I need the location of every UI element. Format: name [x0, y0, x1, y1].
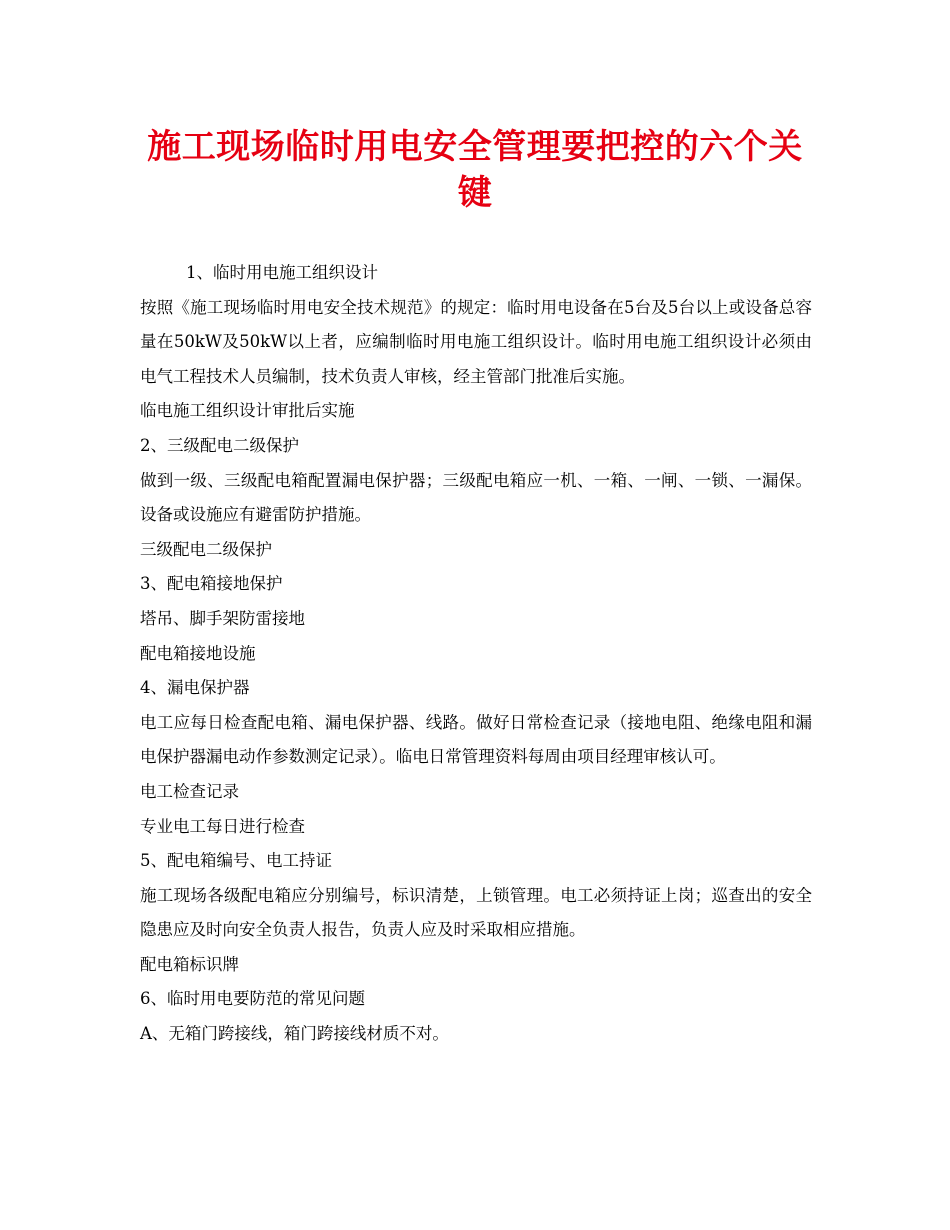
- section-heading-5: 5、配电箱编号、电工持证: [140, 851, 332, 871]
- section-heading-2: 2、三级配电二级保护: [140, 435, 299, 455]
- paragraph: 做到一级、三级配电箱配置漏电保护器；三级配电箱应一机、一箱、一闸、一锁、一漏保。设备或设施应有避雷防护措施。: [140, 470, 812, 525]
- image-caption: 塔吊、脚手架防雷接地: [140, 608, 305, 628]
- image-caption: 临电施工组织设计审批后实施: [140, 401, 355, 421]
- image-caption: 电工检查记录: [140, 781, 239, 801]
- document-body: [140, 256, 812, 1052]
- image-caption: 配电箱标识牌: [140, 954, 239, 974]
- list-item: A、无箱门跨接线，箱门跨接线材质不对。: [140, 1024, 449, 1044]
- paragraph: 按照《施工现场临时用电安全技术规范》的规定：临时用电设备在5台及5台以上或设备总容量在50kW及50kW以上者，应编制临时用电施工组织设计。临时用电施工组织设计必须由电气工程技术人员编制，技术负责人审核，经主管部门批准后实施。: [140, 297, 812, 386]
- section-heading-6: 6、临时用电要防范的常见问题: [140, 989, 365, 1009]
- paragraph: 施工现场各级配电箱应分别编号，标识清楚，上锁管理。电工必须持证上岗；巡查出的安全隐患应及时向安全负责人报告，负责人应及时采取相应措施。: [140, 885, 812, 940]
- image-caption: 专业电工每日进行检查: [140, 816, 305, 836]
- image-caption: 三级配电二级保护: [140, 539, 272, 559]
- section-heading-1: 1、临时用电施工组织设计: [186, 263, 378, 282]
- paragraph: 电工应每日检查配电箱、漏电保护器、线路。做好日常检查记录（接地电阻、绝缘电阻和漏电保护器漏电动作参数测定记录）。临电日常管理资料每周由项目经理审核认可。: [140, 712, 812, 767]
- section-heading-4: 4、漏电保护器: [140, 678, 250, 698]
- document-title: 施工现场临时用电安全管理要把控的六个关键: [147, 127, 803, 213]
- section-heading-3: 3、配电箱接地保护: [140, 574, 283, 594]
- image-caption: 配电箱接地设施: [140, 643, 256, 663]
